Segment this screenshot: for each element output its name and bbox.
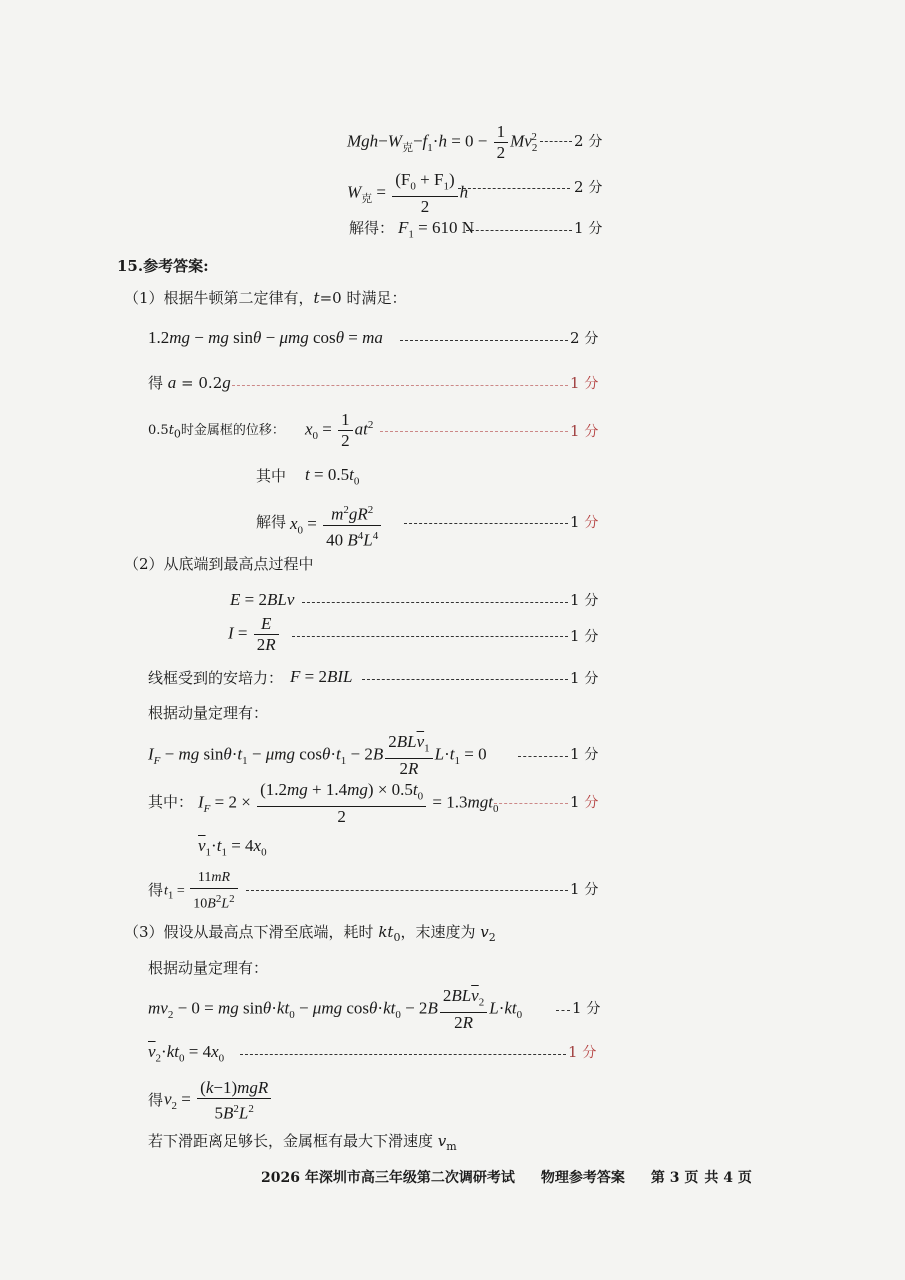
leader-dashes bbox=[518, 756, 568, 757]
eq-x0-result: $x_0$ = $\frac{m^2gR^2}{40 B^4L^4}$ bbox=[290, 500, 383, 550]
score-mark: 1 分 bbox=[570, 422, 599, 440]
leader-dashes bbox=[362, 679, 568, 680]
score-mark: 1 分 bbox=[574, 219, 603, 237]
leader-dashes bbox=[404, 523, 568, 524]
eq-acceleration: 得 a = 0.2g bbox=[148, 373, 231, 392]
leader-dashes bbox=[380, 431, 568, 432]
score-mark: 1 分 bbox=[570, 591, 599, 609]
solve-label: 解得 bbox=[256, 513, 287, 531]
eq-displacement: $x_0$ = $\frac{1}{2}$ $at^2$ bbox=[305, 410, 374, 450]
score-mark: 1 分 bbox=[570, 627, 599, 645]
page-total: 共 4 页 bbox=[704, 1170, 752, 1186]
eq-impulse: $I_F = 2$ × $\frac{(1.2mg + 1.4mg) \times 0.5t_0}{2}$ = 1.3mgt$_0$ bbox=[198, 780, 499, 827]
leader-dashes bbox=[246, 890, 568, 891]
eq-result-f1: $F_1 = 610$ N bbox=[398, 218, 475, 241]
eq-newton: 1.2mg − mg sinθ − μmg cosθ = ma bbox=[148, 328, 383, 347]
score-mark: 1 分 bbox=[568, 1043, 597, 1061]
ampere-force-label: 线框受到的安培力： bbox=[148, 669, 284, 687]
leader-dashes bbox=[400, 340, 568, 341]
eq-avg-velocity-down: $\overline{v}_2\cdot kt_0 = 4x_0$ bbox=[148, 1042, 225, 1065]
eq-emf: E = 2BLv bbox=[230, 590, 295, 609]
leader-dashes bbox=[232, 385, 568, 386]
leader-dashes bbox=[466, 230, 572, 231]
part2-intro: （2）从底端到最高点过程中 bbox=[124, 555, 314, 573]
t1-label: 得 bbox=[148, 881, 164, 899]
score-mark: 1 分 bbox=[570, 880, 599, 898]
score-mark: 2 分 bbox=[570, 329, 599, 347]
score-mark: 1 分 bbox=[570, 374, 599, 392]
eq-work: $W_克$ = $\frac{(F_0 + F_1)}{2}$ h bbox=[347, 170, 469, 217]
eq-momentum-up: $I_F$ − mg $\sin\theta\cdot t_1 - \mu mg$ $\cos\theta\cdot t_1 - 2B$ $\frac{2BL\overline{v}_1}{2R}$ $L\cdot t_1 = 0$ bbox=[148, 732, 487, 779]
score-mark: 1 分 bbox=[570, 745, 599, 763]
leader-dashes bbox=[494, 803, 568, 804]
score-mark: 1 分 bbox=[570, 669, 599, 687]
question-heading: 15.参考答案: bbox=[117, 257, 209, 275]
score-mark: 1 分 bbox=[570, 513, 599, 531]
score-mark: 2 分 bbox=[574, 178, 603, 196]
max-velocity-note: 若下滑距离足够长，金属框有最大下滑速度 $v_m$ bbox=[148, 1132, 457, 1153]
eq-ampere-force: F = 2BIL bbox=[290, 667, 353, 686]
leader-dashes bbox=[556, 1010, 570, 1011]
score-mark: 2 分 bbox=[574, 132, 603, 150]
exam-title: 2026 年深圳市高三年级第二次调研考试 bbox=[261, 1170, 515, 1186]
leader-dashes bbox=[240, 1054, 566, 1055]
result-label: 解得： bbox=[349, 219, 395, 237]
v2-label: 得 bbox=[148, 1091, 164, 1109]
momentum-theorem-label: 根据动量定理有： bbox=[148, 959, 269, 977]
where-label: 其中 bbox=[256, 467, 287, 485]
part3-intro: （3）假设从最高点下滑至底端，耗时 $kt_0$，末速度为 $v_2$ bbox=[124, 923, 496, 944]
displacement-label: $0.5t_0$时金属框的位移： bbox=[148, 423, 285, 441]
leader-dashes bbox=[540, 141, 572, 142]
page-footer bbox=[261, 1167, 778, 1187]
eq-momentum-down: $mv_2 - 0$ = mg $\sin\theta\cdot kt_0 - \mu mg$ $\cos\theta\cdot kt_0 - 2B$ $\frac{2BL\overline{v}_2}{2R}$ $L\cdot kt_0$ bbox=[148, 986, 523, 1033]
part1-intro: （1）根据牛顿第二定律有，t=0 时满足： bbox=[124, 289, 407, 307]
eq-energy: $Mgh-W_克-f_1\cdot h = 0$ − $\frac{1}{2}$ $Mv_2^2$ bbox=[347, 122, 538, 162]
eq-time: $t = 0.5t_0$ bbox=[305, 465, 360, 488]
leader-dashes bbox=[292, 636, 568, 637]
eq-current: I = $\frac{E}{2R}$ bbox=[228, 614, 281, 655]
eq-t1: $t_1$ = $\frac{11mR}{10B^2L^2}$ bbox=[164, 868, 240, 915]
leader-dashes bbox=[458, 188, 570, 189]
impulse-label: 其中： bbox=[148, 793, 194, 811]
eq-avg-velocity: $\overline{v}_1\cdot t_1 = 4x_0$ bbox=[198, 836, 267, 859]
eq-v2: $v_2$ = $\frac{\text{(k−1)mgR}}{5B^2L^2}$ bbox=[164, 1078, 273, 1124]
score-mark: 1 分 bbox=[572, 999, 601, 1017]
momentum-theorem-label: 根据动量定理有： bbox=[148, 704, 269, 722]
score-mark: 1 分 bbox=[570, 793, 599, 811]
subject-title: 物理参考答案 bbox=[540, 1170, 625, 1186]
leader-dashes bbox=[302, 602, 568, 603]
score-value: 2 bbox=[574, 132, 584, 150]
page-number: 第 3 页 bbox=[650, 1170, 699, 1186]
